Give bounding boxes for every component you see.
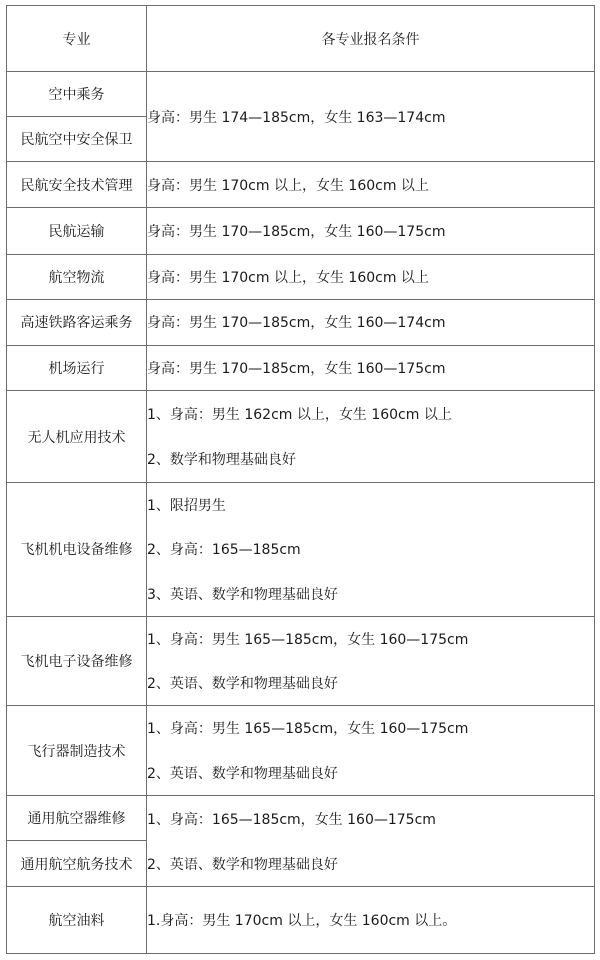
table-row xyxy=(7,482,595,616)
condition-line: 身高：男生 174—185cm，女生 163—174cm xyxy=(147,109,446,126)
conditions-cell xyxy=(147,706,595,796)
condition-line: 2、数学和物理基础良好 xyxy=(147,452,296,469)
table-row xyxy=(7,254,595,299)
table-row xyxy=(7,391,595,483)
major-cell: 飞机电子设备维修 xyxy=(7,616,147,706)
table-row xyxy=(7,72,595,116)
table-row xyxy=(7,346,595,391)
major-cell: 机场运行 xyxy=(7,346,147,391)
major-cell: 空中乘务 xyxy=(7,72,147,116)
condition-line: 1、限招男生 xyxy=(147,498,226,515)
conditions-cell xyxy=(147,346,595,391)
condition-line: 1、身高：男生 162cm 以上，女生 160cm 以上 xyxy=(147,407,452,423)
major-cell: 通用航空航务技术 xyxy=(7,841,147,887)
condition-line: 身高：男生 170—185cm，女生 160—174cm xyxy=(147,315,446,332)
conditions-cell xyxy=(147,299,595,345)
condition-line: 身高：男生 170cm 以上，女生 160cm 以上 xyxy=(147,269,429,286)
conditions-cell xyxy=(147,482,595,616)
table-row xyxy=(7,616,595,706)
table-row xyxy=(7,208,595,254)
conditions-cell xyxy=(147,72,595,162)
requirements-table xyxy=(6,5,595,954)
condition-line: 2、英语、数学和物理基础良好 xyxy=(147,676,338,693)
condition-line: 1、身高：男生 165—185cm，女生 160—175cm xyxy=(147,721,469,738)
condition-line: 1、身高：165—185cm，女生 160—175cm xyxy=(147,811,436,828)
major-cell: 无人机应用技术 xyxy=(7,391,147,483)
major-cell: 民航安全技术管理 xyxy=(7,161,147,207)
condition-line: 3、英语、数学和物理基础良好 xyxy=(147,586,338,603)
condition-line: 身高：男生 170—185cm，女生 160—175cm xyxy=(147,223,446,240)
conditions-cell xyxy=(147,887,595,954)
major-cell: 民航运输 xyxy=(7,208,147,254)
conditions-cell xyxy=(147,254,595,299)
table-header-row xyxy=(7,6,595,72)
major-cell: 航空物流 xyxy=(7,254,147,299)
major-cell: 通用航空器维修 xyxy=(7,795,147,840)
header-major: 专业 xyxy=(7,6,147,72)
table-row xyxy=(7,161,595,207)
major-cell: 飞机机电设备维修 xyxy=(7,482,147,616)
major-cell: 民航空中安全保卫 xyxy=(7,116,147,161)
conditions-cell xyxy=(147,161,595,207)
condition-line: 2、英语、数学和物理基础良好 xyxy=(147,765,338,782)
major-cell: 飞行器制造技术 xyxy=(7,706,147,796)
condition-line: 2、英语、数学和物理基础良好 xyxy=(147,856,338,873)
table-row xyxy=(7,795,595,840)
condition-line: 身高：男生 170—185cm，女生 160—175cm xyxy=(147,361,446,378)
header-conditions: 各专业报名条件 xyxy=(147,6,595,72)
table-row xyxy=(7,887,595,954)
condition-line: 2、身高：165—185cm xyxy=(147,542,301,559)
conditions-cell xyxy=(147,208,595,254)
conditions-cell xyxy=(147,616,595,706)
table-row xyxy=(7,299,595,345)
conditions-cell xyxy=(147,795,595,887)
condition-line: 身高：男生 170cm 以上，女生 160cm 以上 xyxy=(147,177,429,194)
condition-line: 1、身高：男生 165—185cm，女生 160—175cm xyxy=(147,631,469,648)
table-row xyxy=(7,706,595,796)
major-cell: 航空油料 xyxy=(7,887,147,954)
major-cell: 高速铁路客运乘务 xyxy=(7,299,147,345)
condition-line: 1.身高：男生 170cm 以上，女生 160cm 以上。 xyxy=(147,913,457,930)
conditions-cell xyxy=(147,391,595,483)
